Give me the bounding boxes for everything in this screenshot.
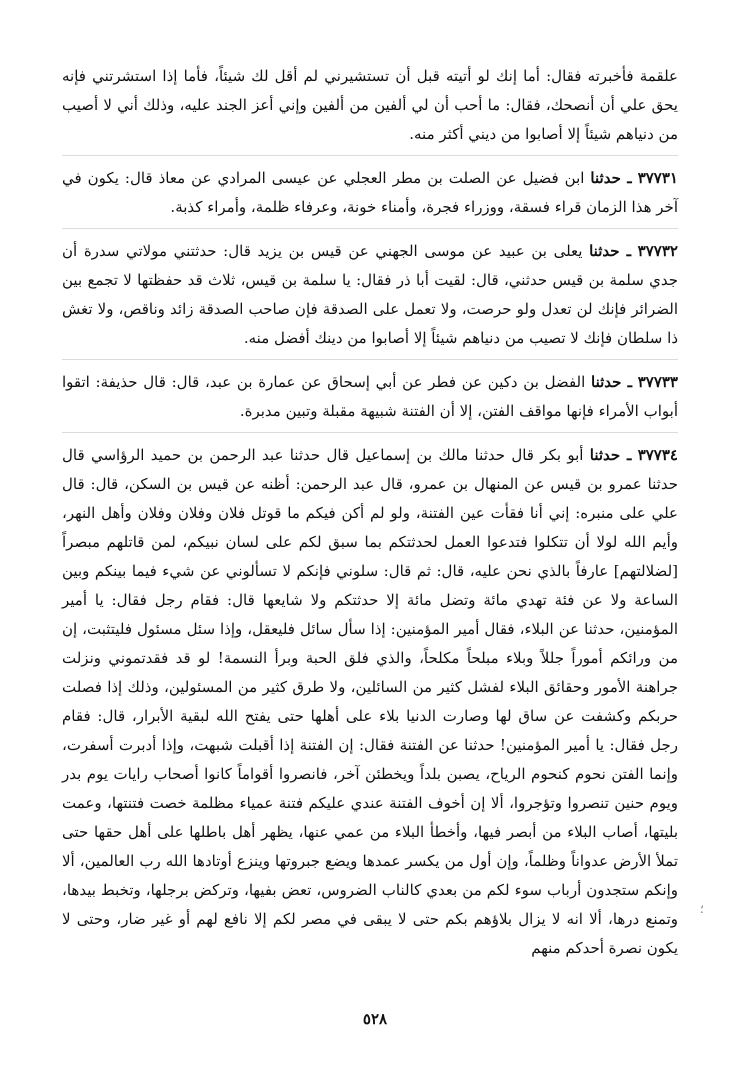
entry-lead: ـ حدثنا [591,373,632,391]
entry-text: ابن فضيل عن الصلت بن مطر العجلي عن عيسى المرادي عن معاذ قال: يكون في آخر هذا الزمان قراء فسقة، ووزراء فجرة، وأمناء خونة، وعرفاء ظلمة، وأمراء كذبة. [62,169,678,216]
entry-lead: ـ حدثنا [589,242,632,260]
entry-text: الفضل بن دكين عن فطر عن أبي إسحاق عن عمارة بن عبد، قال: قال حذيفة: اتقوا أبواب الأمراء فإنها مواقف الفتن، إلا أن الفتنة شبيهة مقبلة وتبين مدبرة. [62,373,678,420]
intro-paragraph: علقمة فأخبرته فقال: أما إنك لو أتيته قبل أن تستشيرني لم أقل لك شيئاً، فأما إذا استشرتني فإنه يحق علي أن أنصحك، فقال: ما أحب أن لي ألفين من ألفين وإني أعز الجند عليه، وذلك أني لا أصيب من دنياهم شيئاً إلا أصابوا من ديني أكثر منه. [62,67,678,143]
entry-divider [62,432,678,433]
entry-number: ٣٧٧٣٣ [637,373,678,391]
entry-text: أبو بكر قال حدثنا مالك بن إسماعيل قال حدثنا عبد الرحمن بن حميد الرؤاسي قال حدثنا عمرو بن قيس عن المنهال بن عمرو، قال عبد الرحمن: أظنه عن قيس بن السكن، قال: قال علي على منبره: إني أنا فقأت عين الفتنة، ولو لم أكن فيكم ما قوتل فلان وفلان وفلان وأهل النهر، وأيم الله لولا أن تتكلوا فتدعوا العمل لحدثتكم بما سبق لكم على لسان نبيكم، لمن قاتلهم مبصراً [لضلالتهم] عارفاً بالذي نحن عليه، قال: ثم قال: سلوني فإنكم لا تسألوني عن شيء فيما بينكم وبين الساعة ولا عن فئة تهدي مائة وتضل مائة إلا حدثتكم ولا شايعها قال: فقام رجل فقال: يا أمير المؤمنين، حدثنا عن البلاء، فقال أمير المؤمنين: إذا سأل سائل فليعقل، وإذا سئل مسئول فليتثبت، إن من ورائكم أموراً جللاً وبلاء مبلحاً مكلحاً، والذي فلق الحبة وبرأ النسمة! لو قد فقدتموني ونزلت جراهنة الأمور وحقائق البلاء لفشل كثير من السائلين، ولا طرق كثير من المسئولين، وذلك إذا فصلت حربكم وكشفت عن ساق لها وصارت الدنيا بلاء على أهلها حتى يفتح الله لبقية الأبرار، قال: فقام رجل فقال: يا أمير المؤمنين! حدثنا عن الفتنة فقال: إن الفتنة إذا أقبلت شبهت، وإذا أدبرت أسفرت، وإنما الفتن نحوم كنحوم الرياح، يصبن بلداً ويخطئن آخر، فانصروا أقواماً كانوا أصحاب رايات يوم بدر ويوم حنين تنصروا وتؤجروا، ألا إن أخوف الفتنة عندي عليكم فتنة عمياء مظلمة خصت فتنتها، وعمت بليتها، أصاب البلاء من أبصر فيها، وأخطأ البلاء من عمي عنها، يظهر أهل باطلها على أهل حقها حتى تملأ الأرض عدواناً وظلماً، وإن أول من يكسر عمدها ويضع جبروتها وينزع أوتادها الله رب العالمين، ألا وإنكم ستجدون أرباب سوء لكم من بعدي كالناب الضروس، تعض بفيها، وتركض برجلها، وتخبط بيدها، وتمنع درها، ألا انه لا يزال بلاؤهم بكم حتى لا يبقى في مصر لكم إلا نافع لهم أو غير ضار، وحتى لا يكون نصرة أحدكم منهم [62,446,678,957]
entry-divider [62,359,678,360]
entry-divider [62,228,678,229]
hadith-entry-37732 [62,237,678,353]
entry-number: ٣٧٧٣٢ [637,242,678,260]
entry-lead: ـ حدثنا [590,169,632,187]
document-page [62,62,678,969]
entry-text: يعلى بن عبيد عن موسى الجهني عن قيس بن يزيد قال: حدثتني مولاتي سدرة أن جدي سلمة بن قيس حدثني، قال: لقيت أبا ذر فقال: يا سلمة بن قيس، ثلاث قد حفظتها لا تجمع بين الضرائر فإنك لن تعدل ولو حرصت، ولا تعمل على الصدقة فإن صاحب الصدقة زائد وناقص، ولا تغش ذا سلطان فإنك لا تصيب من دنياهم شيئاً إلا أصابوا من دينك أفضل منه. [62,242,678,347]
margin-mark: ؛ [700,902,704,916]
page-number: ٥٢٨ [362,1010,388,1028]
hadith-entry-37731 [62,164,678,222]
entry-number: ٣٧٧٣٤ [637,446,678,464]
entry-divider [62,155,678,156]
hadith-entry-37733 [62,368,678,426]
hadith-entry-37734 [62,441,678,963]
entry-lead: ـ حدثنا [589,446,632,464]
entry-number: ٣٧٧٣١ [637,169,678,187]
